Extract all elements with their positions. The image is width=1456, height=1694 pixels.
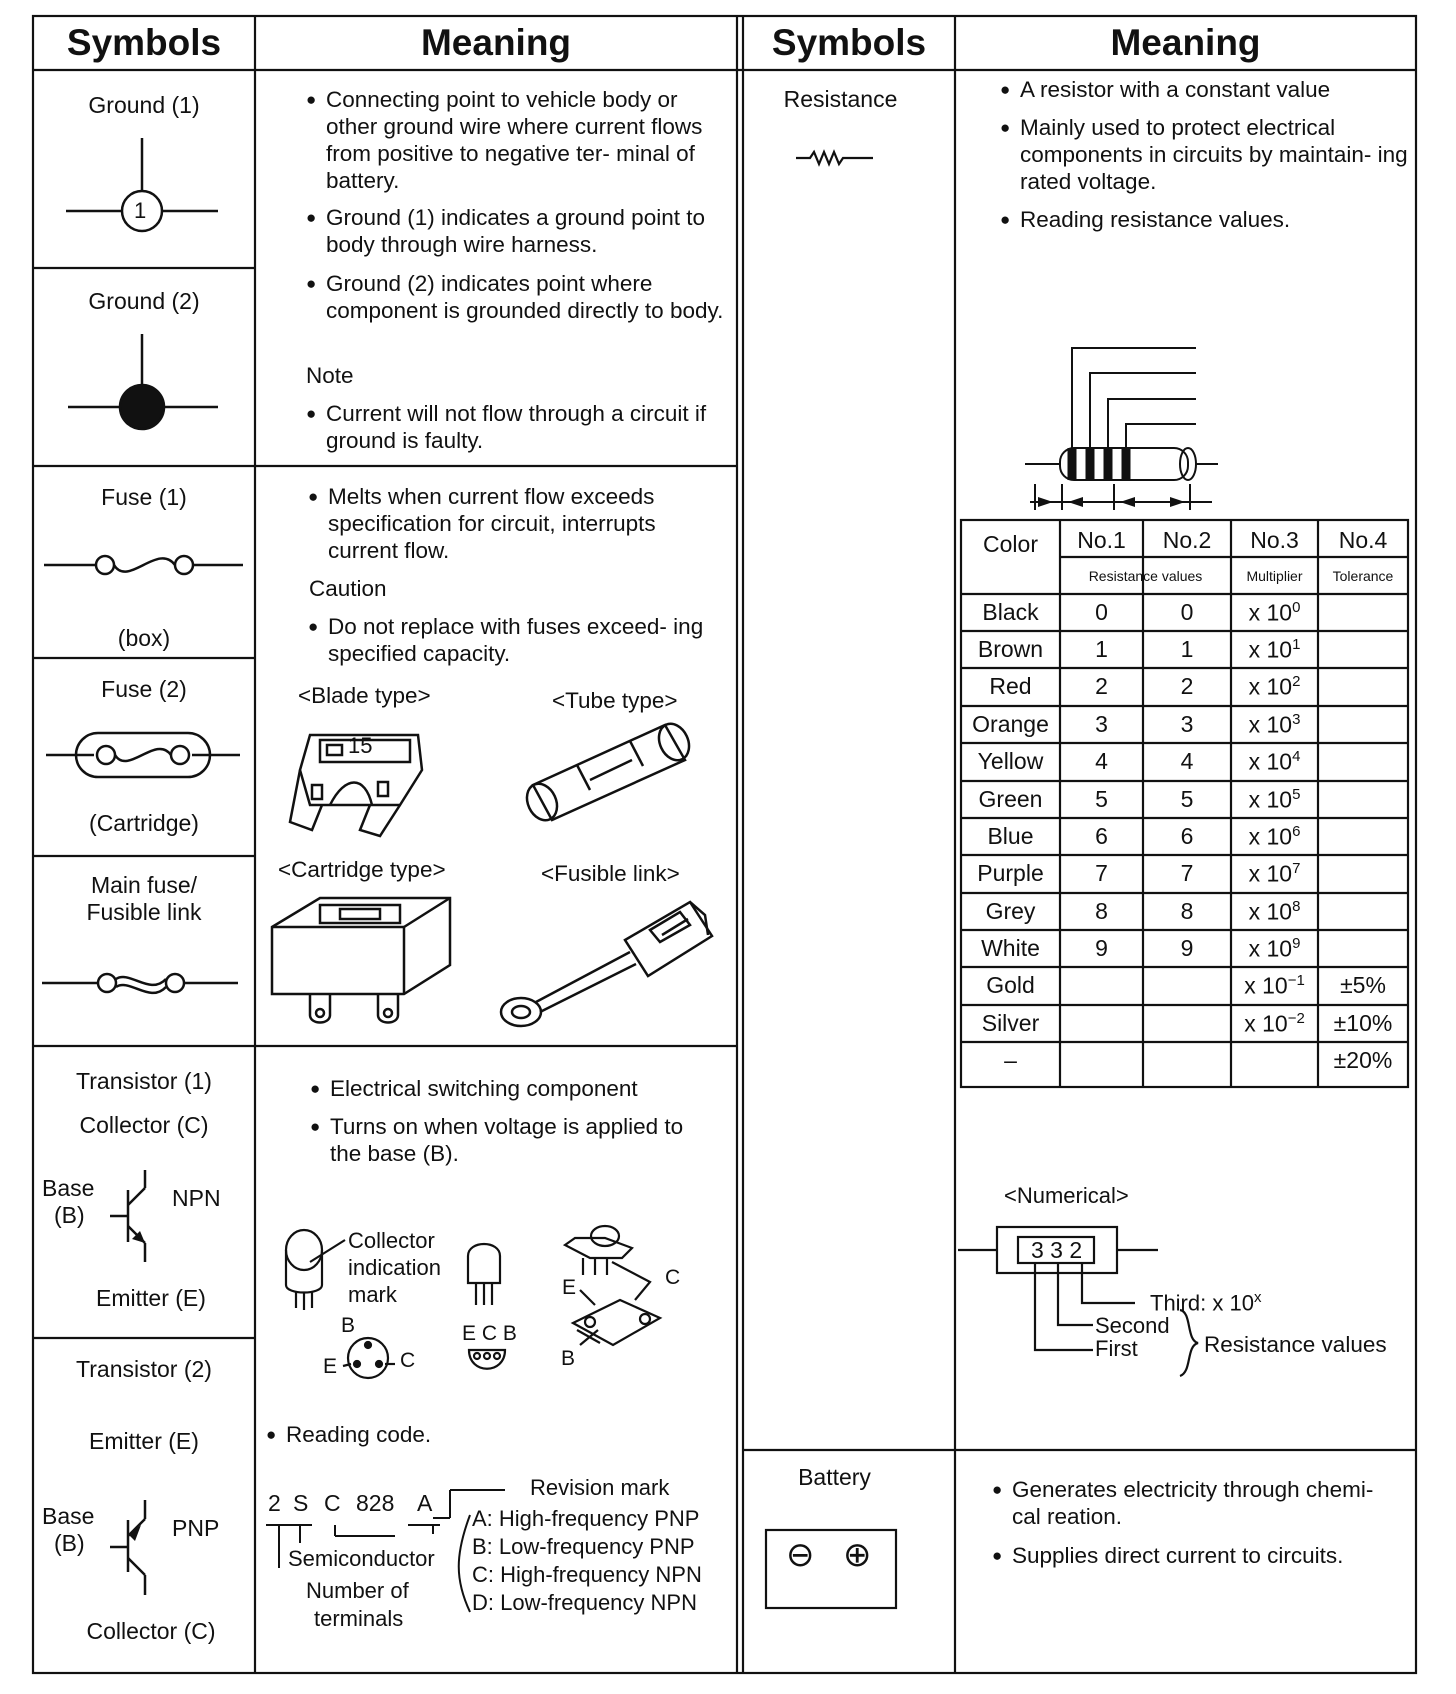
fuse-bullet: ● Melts when current flow exceeds specification for circuit, interrupts current flow.: [328, 483, 703, 564]
code-option-a: A: High-frequency PNP: [472, 1506, 700, 1531]
tube-fuse-icon: [521, 719, 694, 825]
fuse-caution-label: Caution: [309, 576, 387, 601]
ground-bullet-3: ● Ground (2) indicates point where component is grounded directly to body.: [326, 270, 726, 324]
fusible-link-label: <Fusible link>: [541, 861, 680, 886]
tube-type-label: <Tube type>: [552, 688, 678, 713]
table-cell-n2: 3: [1180, 711, 1194, 737]
first-label: First: [1095, 1336, 1138, 1361]
pin-b-2: B: [561, 1347, 576, 1370]
table-cell-n1: 6: [1095, 823, 1108, 849]
transistor1-base-b: (B): [54, 1202, 85, 1228]
ground-bullet-1: ● Connecting point to vehicle body or other ground wire where current flows from positive to negative ter- minal of battery.: [326, 86, 726, 194]
table-cell-n2: 2: [1180, 673, 1194, 699]
no3-header: No.3: [1250, 527, 1299, 553]
fuse2-symbol-icon: [46, 733, 240, 777]
collector-mark-1: Collector: [348, 1228, 435, 1253]
npn-transistor-icon: [110, 1170, 145, 1262]
transistor-packages-icon: [286, 1226, 660, 1378]
transistor2-base: Base: [42, 1503, 95, 1529]
table-cell-mult: x $10^4$: [1248, 748, 1301, 775]
table-cell-color: Blue: [987, 823, 1034, 849]
reading-code-bullet: ● Reading code.: [286, 1421, 586, 1448]
fuse1-label: Fuse (1): [101, 484, 187, 510]
code-option-b: B: Low-frequency PNP: [472, 1534, 695, 1559]
ground-bullet-2: ● Ground (1) indicates a ground point to body through wire harness.: [326, 204, 726, 258]
semiconductor-label: Semiconductor: [288, 1546, 435, 1571]
table-cell-color: Gold: [986, 972, 1035, 998]
resistance-bullet-2: ● Mainly used to protect electrical components in circuits by maintain- ing rated voltage.: [1020, 114, 1410, 195]
transistor-bullet-1: ● Electrical switching component: [330, 1075, 720, 1102]
code-option-d: D: Low-frequency NPN: [472, 1590, 697, 1615]
battery-label: Battery: [798, 1464, 871, 1490]
revision-mark: Revision mark: [530, 1475, 670, 1500]
code-part-3: C: [324, 1490, 341, 1516]
cartridge-fuse-icon: [272, 898, 450, 1023]
table-cell-mult: x $10^5$: [1248, 786, 1301, 813]
transistor1-collector: Collector (C): [79, 1112, 209, 1138]
table-cell-n2: 6: [1180, 823, 1194, 849]
battery-plus-icon: ⊕: [843, 1536, 872, 1574]
pnp-transistor-icon: [110, 1500, 145, 1595]
no2-header: No.2: [1162, 527, 1212, 553]
table-cell-n2: 9: [1180, 935, 1194, 961]
table-cell-n2: 8: [1180, 898, 1194, 924]
transistor1-emitter: Emitter (E): [96, 1285, 206, 1311]
second-label: Second: [1095, 1313, 1170, 1338]
pins-ecb: E C B: [462, 1322, 517, 1345]
table-cell-color: Green: [978, 786, 1043, 812]
table-cell-mult: x $10^{-2}$: [1244, 1010, 1305, 1037]
table-cell-mult: x $10^7$: [1248, 860, 1301, 887]
code-option-c: C: High-frequency NPN: [472, 1562, 702, 1587]
code-part-5: A: [417, 1490, 433, 1516]
header-symbols-left: Symbols: [66, 22, 222, 63]
table-cell-color: –: [1004, 1047, 1017, 1073]
fusible-link-symbol-icon: [42, 974, 238, 993]
table-cell-tol: ±20%: [1333, 1047, 1393, 1073]
ground1-mark: 1: [134, 198, 147, 223]
table-cell-mult: x $10^1$: [1248, 636, 1301, 663]
table-cell-color: White: [981, 935, 1040, 961]
third-label: Third: x 10$^x$: [1150, 1289, 1262, 1316]
resistance-bullet-1: ● A resistor with a constant value: [1020, 76, 1410, 103]
numerical-label: <Numerical>: [1004, 1183, 1129, 1208]
table-cell-n1: 8: [1095, 898, 1108, 924]
table-cell-tol: ±5%: [1340, 972, 1386, 998]
table-cell-n1: 1: [1095, 636, 1108, 662]
terminals-label-1: Number of: [306, 1578, 409, 1603]
collector-mark-2: indication: [348, 1255, 441, 1280]
ground1-label: Ground (1): [88, 92, 200, 118]
ground-note-bullet: ● Current will not flow through a circuit if ground is faulty.: [326, 400, 726, 454]
fuse2-sublabel: (Cartridge): [89, 810, 199, 836]
color-header: Color: [983, 531, 1038, 557]
table-cell-n1: 5: [1095, 786, 1108, 812]
table-cell-n1: 9: [1095, 935, 1108, 961]
table-cell-color: Purple: [977, 860, 1044, 886]
table-cell-color: Black: [982, 599, 1039, 625]
table-cell-mult: x $10^8$: [1248, 898, 1301, 925]
header-meaning-left: Meaning: [420, 22, 572, 63]
pin-b-1: B: [341, 1314, 356, 1337]
table-cell-mult: x $10^0$: [1248, 599, 1301, 626]
table-cell-color: Orange: [972, 711, 1049, 737]
ground2-symbol-icon: [68, 334, 218, 429]
table-cell-n1: 0: [1095, 599, 1108, 625]
collector-mark-3: mark: [348, 1282, 397, 1307]
terminals-label-2: terminals: [314, 1606, 404, 1631]
battery-bullet-2: ● Supplies direct current to circuits.: [1012, 1542, 1397, 1569]
table-cell-mult: x $10^2$: [1248, 673, 1301, 700]
table-cell-n1: 7: [1095, 860, 1108, 886]
fuse1-sublabel: (box): [117, 625, 171, 651]
transistor1-base: Base: [42, 1175, 95, 1201]
main-fuse-label-1: Main fuse/: [90, 872, 198, 898]
fuse1-symbol-icon: [44, 556, 243, 574]
table-cell-color: Grey: [985, 898, 1036, 924]
resistor-bands-icon: [1025, 348, 1218, 510]
transistor-bullet-2: ● Turns on when voltage is applied to the base (B).: [330, 1113, 710, 1167]
tolerance-subheader: Tolerance: [1332, 568, 1394, 584]
table-cell-n1: 2: [1095, 673, 1108, 699]
pin-c-1: C: [400, 1349, 416, 1372]
pin-c-2: C: [665, 1266, 681, 1289]
resistance-values-label: Resistance values: [1204, 1332, 1387, 1357]
table-cell-n2: 1: [1180, 636, 1194, 662]
table-cell-color: Red: [989, 673, 1032, 699]
transistor2-base-b: (B): [54, 1530, 85, 1556]
table-cell-n1: 4: [1095, 748, 1108, 774]
table-cell-mult: x $10^6$: [1248, 823, 1301, 850]
pin-e-2: E: [562, 1276, 577, 1299]
table-cell-color: Silver: [981, 1010, 1040, 1036]
table-cell-n1: 3: [1095, 711, 1108, 737]
resistance-label: Resistance: [783, 86, 898, 112]
fuse-caution-bullet: ● Do not replace with fuses exceed- ing specified capacity.: [328, 613, 708, 667]
blade-value: 15: [348, 733, 373, 758]
code-part-2: S: [293, 1490, 309, 1516]
multiplier-subheader: Multiplier: [1246, 568, 1303, 584]
table-cell-n2: 0: [1180, 599, 1194, 625]
main-fuse-label-2: Fusible link: [86, 899, 202, 925]
battery-minus-icon: ⊖: [786, 1536, 815, 1574]
table-cell-color: Brown: [977, 636, 1044, 662]
table-cell-mult: x $10^9$: [1248, 935, 1301, 962]
code-part-4: 828: [356, 1490, 395, 1516]
transistor2-collector: Collector (C): [86, 1618, 216, 1644]
ground2-label: Ground (2): [88, 288, 200, 314]
header-symbols-right: Symbols: [771, 22, 927, 63]
transistor2-emitter: Emitter (E): [89, 1428, 199, 1454]
resistance-values-subheader: Resistance values: [1088, 568, 1203, 584]
battery-bullet-1: ● Generates electricity through chemi- cal reation.: [1012, 1476, 1397, 1530]
no4-header: No.4: [1338, 527, 1388, 553]
table-cell-n2: 4: [1180, 748, 1194, 774]
resistor-symbol-icon: [796, 152, 873, 164]
fuse2-label: Fuse (2): [101, 676, 187, 702]
fusible-link-drawing-icon: [501, 902, 712, 1026]
code-part-1: 2: [268, 1490, 281, 1516]
transistor2-type: PNP: [172, 1515, 220, 1541]
no1-header: No.1: [1077, 527, 1126, 553]
numerical-code: 3 3 2: [1031, 1237, 1083, 1263]
resistance-bullet-3: ● Reading resistance values.: [1020, 206, 1410, 233]
header-meaning-right: Meaning: [1110, 22, 1261, 63]
transistor1-label: Transistor (1): [76, 1068, 212, 1094]
transistor1-type: NPN: [172, 1185, 221, 1211]
table-cell-n2: 5: [1180, 786, 1194, 812]
pin-e-1: E: [323, 1355, 338, 1378]
cartridge-type-label: <Cartridge type>: [278, 857, 446, 882]
table-cell-tol: ±10%: [1333, 1010, 1393, 1036]
table-cell-n2: 7: [1180, 860, 1194, 886]
ground-note-label: Note: [306, 363, 354, 388]
table-cell-color: Yellow: [977, 748, 1044, 774]
table-cell-mult: x $10^3$: [1248, 711, 1301, 738]
blade-type-label: <Blade type>: [298, 683, 431, 708]
transistor2-label: Transistor (2): [76, 1356, 212, 1382]
table-cell-mult: x $10^{-1}$: [1244, 972, 1305, 999]
